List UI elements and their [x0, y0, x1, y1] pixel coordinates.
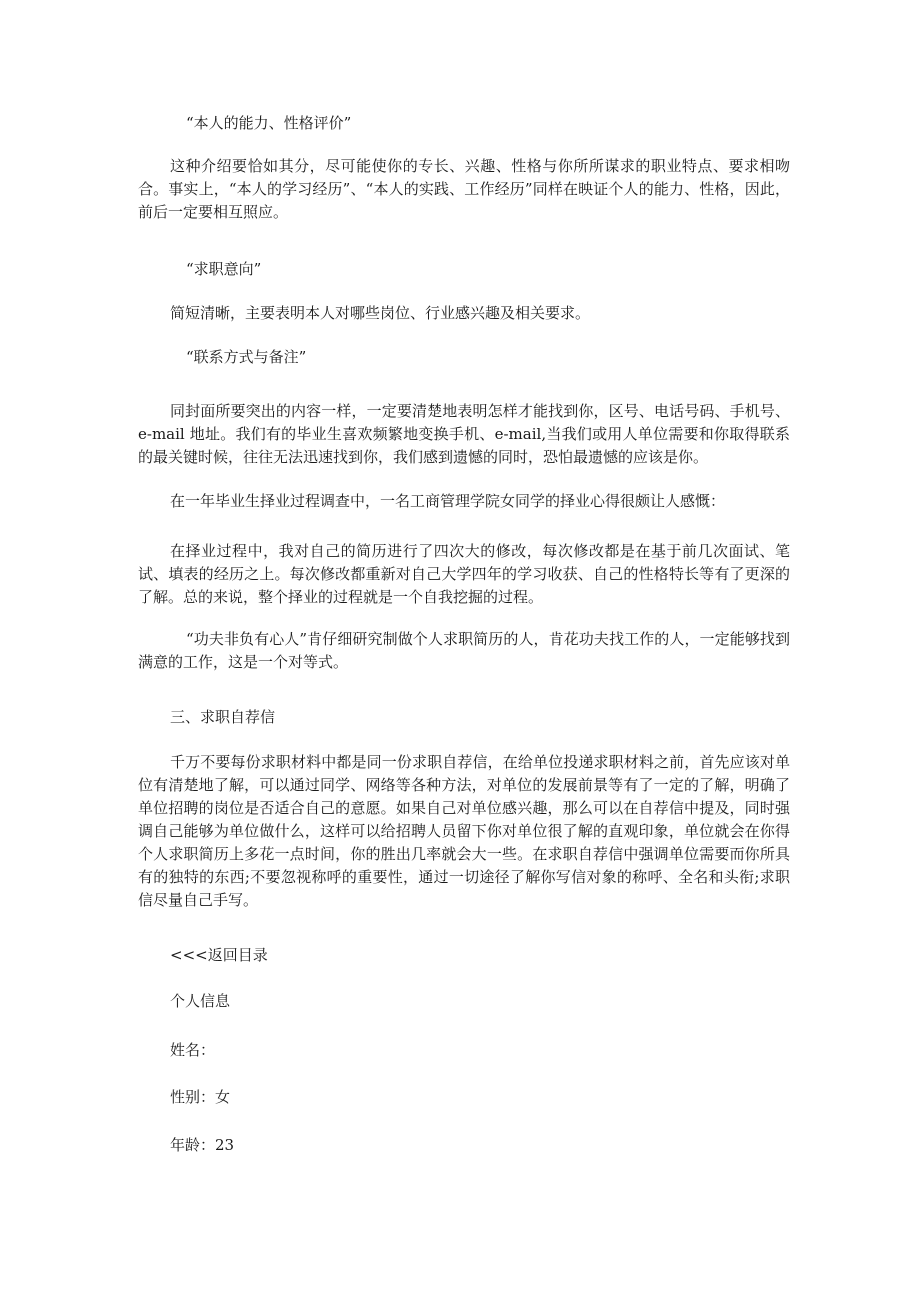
intent-paragraph: 简短清晰，主要表明本人对哪些岗位、行业感兴趣及相关要求。 [170, 304, 591, 322]
contact-heading: “联系方式与备注” [186, 348, 307, 366]
kungfu-paragraph: “功夫非负有心人”肯仔细研究制做个人求职简历的人，肯花功夫找工作的人，一定能够找到满意的工作，这是一个对等式。 [138, 630, 790, 671]
cover-letter-heading: 三、求职自荐信 [170, 708, 276, 726]
age-field: 年龄：23 [170, 1136, 235, 1154]
contact-paragraph: 同封面所要突出的内容一样，一定要清楚地表明怎样才能找到你，区号、电话号码、手机号、e-mail 地址。我们有的毕业生喜欢频繁地变换手机、e-mail,当我们或用人单位需要和你取得联系的最关键时候，往往无法迅速找到你，我们感到遗憾的同时，恐怕最遗憾的应该是你。 [138, 402, 790, 466]
intent-heading: “求职意向” [186, 260, 262, 278]
back-to-contents-link[interactable]: <<<返回目录 [170, 946, 268, 964]
personal-info-heading: 个人信息 [170, 992, 231, 1010]
ability-heading: “本人的能力、性格评价” [186, 114, 352, 132]
ability-paragraph: 这种介绍要恰如其分，尽可能使你的专长、兴趣、性格与你所所谋求的职业特点、要求相吻合。事实上，“本人的学习经历”、“本人的实践、工作经历”同样在映证个人的能力、性格，因此，前后一定要相互照应。 [138, 157, 790, 221]
quote-paragraph: 在择业过程中，我对自己的简历进行了四次大的修改，每次修改都是在基于前几次面试、笔试、填表的经历之上。每次修改都重新对自己大学四年的学习收获、自己的性格特长等有了更深的了解。总的来说，整个择业的过程就是一个自我挖掘的过程。 [138, 542, 790, 606]
cover-letter-paragraph: 千万不要每份求职材料中都是同一份求职自荐信，在给单位投递求职材料之前，首先应该对单位有清楚地了解，可以通过同学、网络等各种方法，对单位的发展前景等有了一定的了解，明确了单位招聘的岗位是否适合自己的意愿。如果自己对单位感兴趣，那么可以在自荐信中提及，同时强调自己能够为单位做什么，这样可以给招聘人员留下你对单位很了解的直观印象，单位就会在你得个人求职简历上多花一点时间，你的胜出几率就会大一些。在求职自荐信中强调单位需要而你所具有的独特的东西;不要忽视称呼的重要性，通过一切途径了解你写信对象的称呼、全名和头衔;求职信尽量自己手写。 [138, 753, 790, 909]
gender-field: 性别：女 [170, 1088, 231, 1106]
survey-paragraph: 在一年毕业生择业过程调查中，一名工商管理学院女同学的择业心得很颇让人感慨： [170, 492, 726, 510]
name-field: 姓名： [170, 1041, 216, 1059]
